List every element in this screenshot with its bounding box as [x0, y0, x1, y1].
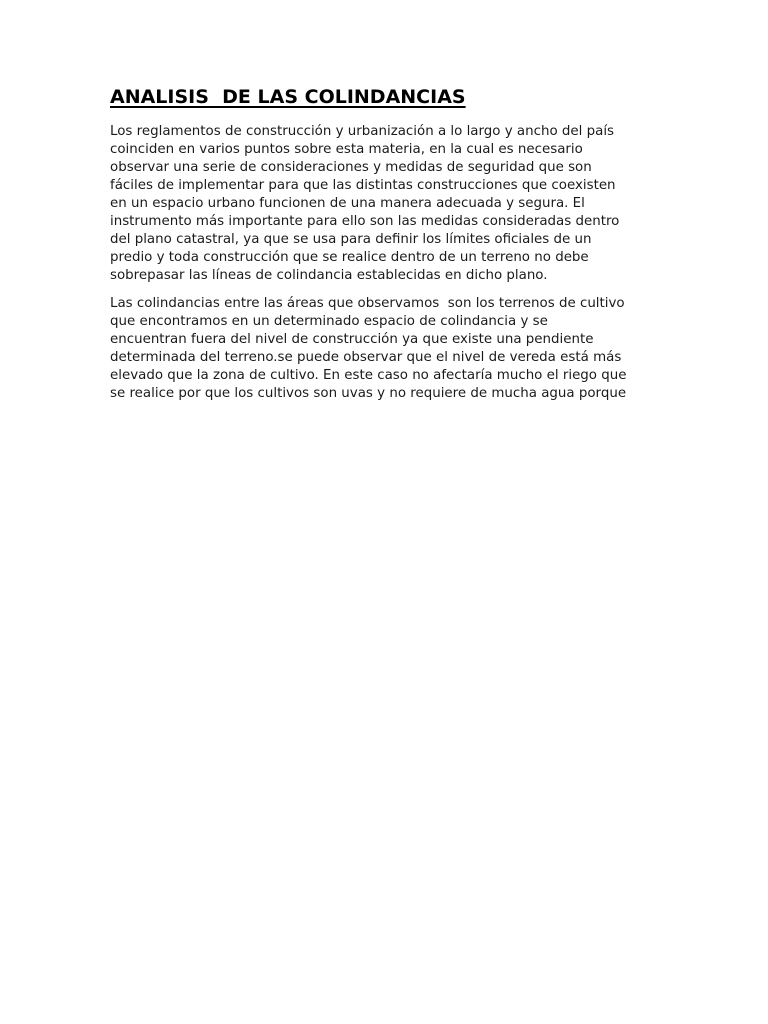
text-line: observar una serie de consideraciones y medidas de seguridad que son	[110, 160, 592, 175]
text-line: determinada del terreno.se puede observar que el nivel de vereda está más	[110, 350, 622, 365]
text-line: que encontramos en un determinado espacio de colindancia y se	[110, 314, 548, 329]
paragraph-1	[110, 123, 619, 285]
text-line: elevado que la zona de cultivo. En este caso no afectaría mucho el riego que	[110, 368, 627, 383]
text-line: Las colindancias entre las áreas que observamos son los terrenos de cultivo	[110, 296, 625, 311]
paragraph-2	[110, 295, 626, 403]
text-line: sobrepasar las líneas de colindancia establecidas en dicho plano.	[110, 268, 548, 283]
text-line: Los reglamentos de construcción y urbanización a lo largo y ancho del país	[110, 124, 615, 139]
document-title: ANALISIS DE LAS COLINDANCIAS	[110, 86, 466, 108]
text-line: fáciles de implementar para que las distintas construcciones que coexisten	[110, 178, 616, 193]
text-line: coinciden en varios puntos sobre esta materia, en la cual es necesario	[110, 142, 583, 157]
text-line: predio y toda construcción que se realice dentro de un terreno no debe	[110, 250, 589, 265]
text-line: instrumento más importante para ello son las medidas consideradas dentro	[110, 214, 620, 229]
text-line: en un espacio urbano funcionen de una manera adecuada y segura. El	[110, 196, 585, 211]
text-line: encuentran fuera del nivel de construcción ya que existe una pendiente	[110, 332, 594, 347]
text-line: se realice por que los cultivos son uvas y no requiere de mucha agua porque	[110, 386, 627, 401]
text-line: del plano catastral, ya que se usa para definir los límites oficiales de un	[110, 232, 592, 247]
